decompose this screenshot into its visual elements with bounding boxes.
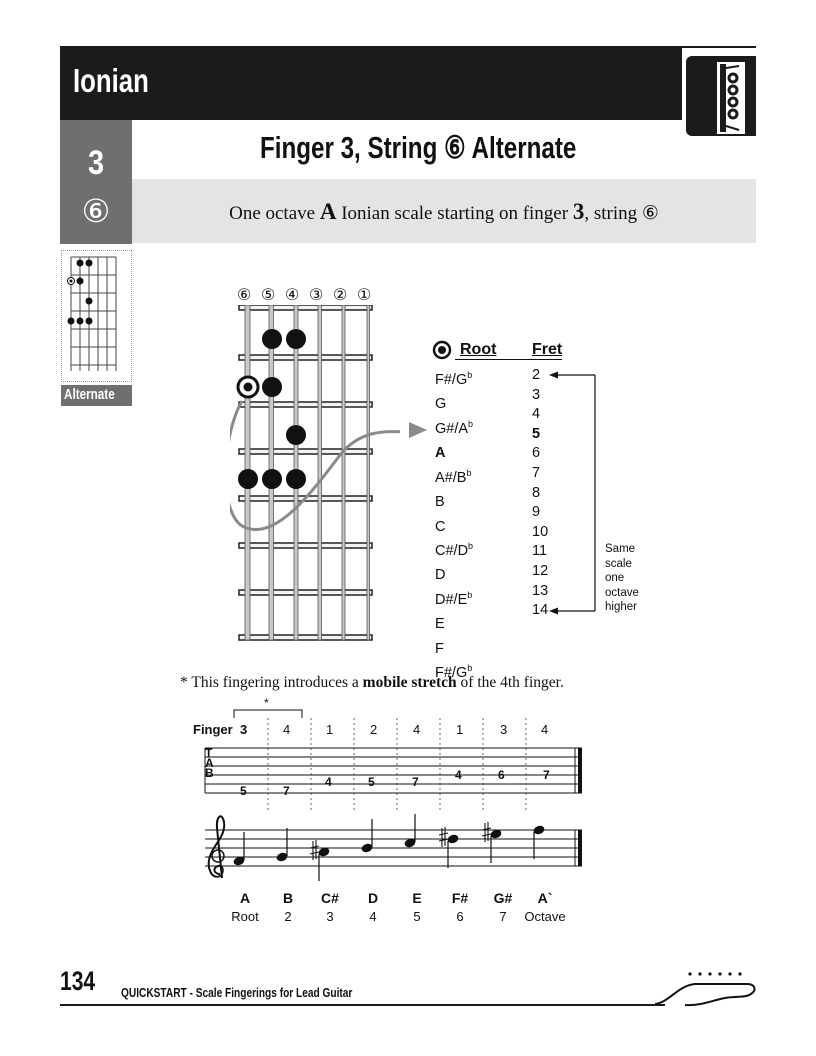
thumbnail-label: Alternate — [64, 386, 115, 403]
tab-fret-number: 5 — [368, 775, 375, 789]
stretch-mark: * — [264, 696, 269, 710]
tab-fret-number: 4 — [325, 775, 332, 789]
fret-value: 8 — [532, 484, 541, 501]
stretch-bracket — [230, 700, 310, 720]
page-subtitle: Finger 3, String ⑥ Alternate — [260, 130, 577, 165]
octave-bracket — [548, 368, 600, 616]
fret-value: 3 — [532, 386, 541, 403]
root-note: $C\#/D^b$ — [435, 540, 474, 559]
scale-degree: 2 — [284, 909, 292, 924]
note-name: G# — [493, 890, 513, 906]
fret-underline — [512, 359, 562, 360]
octave-note: Same scale one octave higher — [605, 543, 639, 614]
root-note: G — [435, 396, 447, 413]
root-note-highlight: A — [435, 445, 446, 462]
fret-value: 11 — [532, 543, 548, 560]
finger-number: 4 — [283, 722, 291, 737]
finger-label: Finger — [193, 722, 233, 737]
root-note: C — [435, 518, 446, 535]
finger-number: 1 — [456, 722, 464, 737]
fret-value: 2 — [532, 367, 541, 383]
root-note: E — [435, 616, 445, 633]
finger-number: 4 — [413, 722, 421, 737]
scale-degree: 7 — [499, 909, 507, 924]
string-label: ① — [357, 287, 372, 304]
badge-string: ⑥ — [81, 193, 111, 229]
root-note: $D\#/E^b$ — [435, 589, 473, 608]
guitar-neck-icon — [655, 966, 760, 1011]
tab-clef: T A B — [205, 746, 214, 780]
tab-fret-number: 7 — [283, 784, 290, 798]
finger-number: 1 — [326, 722, 334, 737]
tab-fret-number: 7 — [412, 775, 419, 789]
root-note: F — [435, 640, 444, 657]
fret-value-highlight: 5 — [532, 425, 541, 442]
root-icon — [432, 340, 452, 360]
finger-number: 4 — [541, 722, 549, 737]
fret-value: 12 — [532, 562, 549, 579]
note-name: B — [282, 890, 294, 906]
root-note: D — [435, 567, 446, 584]
header-bar — [60, 46, 682, 120]
tab-fret-number: 6 — [498, 768, 505, 782]
scale-degree: 3 — [326, 909, 334, 924]
tab-fret-number: 4 — [455, 768, 462, 782]
scale-degree: 6 — [456, 909, 464, 924]
fret-value: 4 — [532, 406, 541, 423]
note-name: F# — [451, 890, 469, 906]
note-name: C# — [321, 890, 339, 906]
tab-fret-number: 5 — [240, 784, 247, 798]
fret-value: 7 — [532, 464, 541, 481]
fretboard-diagram — [230, 305, 400, 645]
root-note: B — [435, 493, 445, 510]
scale-degree: 4 — [369, 909, 377, 924]
note-name: A` — [537, 890, 553, 906]
root-header: Root — [460, 341, 497, 358]
mode-title: Ionian — [73, 62, 149, 99]
fret-value: 10 — [532, 523, 549, 540]
root-note: $F\#/G^b$ — [435, 663, 473, 681]
arrow-head — [395, 420, 435, 440]
scale-degree: Octave — [524, 909, 566, 924]
note-name: A — [239, 890, 251, 906]
tab-staff — [200, 718, 590, 888]
footer-rule — [60, 1004, 665, 1006]
string-label: ② — [333, 287, 348, 304]
string-label: ③ — [309, 287, 324, 304]
fret-value: 9 — [532, 504, 541, 521]
scale-degree: Root — [231, 909, 259, 924]
tab-fret-number: 7 — [543, 768, 550, 782]
root-note: $A\#/B^b$ — [435, 467, 472, 486]
page-number: 134 — [60, 966, 96, 996]
scale-description: One octave A Ionian scale starting on finger 3, string ⑥ — [229, 199, 659, 224]
string-label: ⑤ — [261, 287, 276, 304]
fret-header: Fret — [532, 341, 563, 358]
finger-number: 3 — [240, 722, 248, 737]
book-title: QUICKSTART - Scale Fingerings for Lead Guitar — [121, 985, 353, 1000]
thumbnail-fretboard — [62, 251, 130, 379]
badge-finger: 3 — [87, 144, 105, 182]
footnote: * This fingering introduces a mobile stretch of the 4th finger. — [180, 674, 564, 691]
scale-degree: 5 — [413, 909, 421, 924]
root-note: $G\#/A^b$ — [435, 418, 474, 437]
finger-number: 3 — [500, 722, 508, 737]
root-column — [435, 366, 515, 683]
string-label: ④ — [285, 287, 300, 304]
string-labels — [237, 285, 387, 303]
finger-number: 2 — [370, 722, 378, 737]
fret-value: 6 — [532, 445, 541, 462]
header-rule — [682, 46, 756, 48]
fret-value: 14 — [532, 602, 549, 619]
note-name: E — [412, 890, 422, 906]
fret-value: 13 — [532, 582, 549, 599]
note-name: D — [367, 890, 379, 906]
root-note: $F\#/G^b$ — [435, 370, 473, 388]
chapter-tab-icon — [717, 62, 745, 134]
string-label: ⑥ — [237, 287, 252, 304]
root-underline — [455, 359, 512, 360]
